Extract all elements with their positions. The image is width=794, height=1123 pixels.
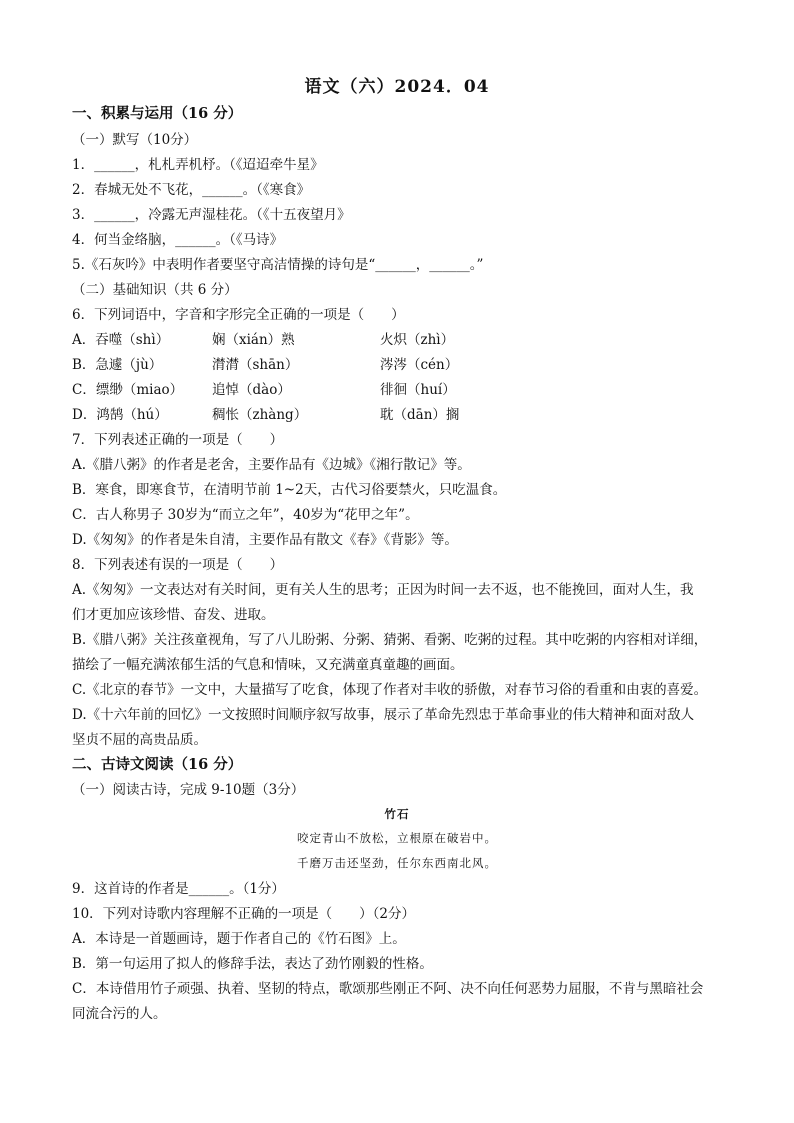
page-title: 语文（六）2024．04 <box>304 77 490 97</box>
section2-part1-heading: （一）阅读古诗，完成 9-10题（3分） <box>72 782 305 798</box>
question-3: 3．______，冷露无声湿桂花。（《十五夜望月》 <box>72 207 351 223</box>
q8-option-d-line1: D.《十六年前的回忆》一文按照时间顺序叙写故事，展示了革命先烈忠于革命事业的伟大精神和面对敌人 <box>72 707 695 723</box>
q10-option-c-line2: 同流合污的人。 <box>72 1006 167 1022</box>
q6-option-d-word2: 稠怅（zhàng） <box>212 407 308 423</box>
poem-line-2: 千磨万击还坚劲，任尔东西南北风。 <box>297 856 497 870</box>
q6-option-a-word1: A．吞噬（shì） <box>72 332 170 348</box>
q7-option-a: A.《腊八粥》的作者是老舍，主要作品有《边城》《湘行散记》等。 <box>72 457 471 473</box>
q7-option-d: D.《匆匆》的作者是朱自清，主要作品有散文《春》《背影》等。 <box>72 532 458 548</box>
question-5: 5.《石灰吟》中表明作者要坚守高洁情操的诗句是“______，______。” <box>72 257 484 273</box>
question-1: 1．______，札札弄机杼。（《迢迢牵牛星》 <box>72 157 324 173</box>
q6-option-b-word2: 潸潸（shān） <box>212 357 299 373</box>
q8-option-b-line2: 描绘了一幅充满浓郁生活的气息和情味，又充满童真童趣的画面。 <box>72 657 464 673</box>
question-9: 9．这首诗的作者是______。（1分） <box>72 881 285 897</box>
section1-heading: 一、积累与运用（16 分） <box>72 105 243 122</box>
q6-option-b-word3: 涔涔（cén） <box>380 357 459 373</box>
part2-heading: （二）基础知识（共 6 分） <box>72 282 238 298</box>
question-8: 8．下列表述有误的一项是（ ） <box>72 557 284 573</box>
section2-heading: 二、古诗文阅读（16 分） <box>72 756 243 773</box>
q6-option-b-word1: B．急遽（jù） <box>72 357 163 373</box>
q8-option-a-line1: A.《匆匆》一文表达对有关时间，更有关人生的思考；正因为时间一去不返，也不能挽回，面对人生，我 <box>72 582 694 598</box>
q6-option-c-word2: 追悼（dào） <box>212 382 291 398</box>
q8-option-d-line2: 坚贞不屈的高贵品质。 <box>72 732 207 748</box>
q6-option-a-word3: 火炽（zhì） <box>380 332 455 348</box>
q10-option-c-line1: C．本诗借用竹子顽强、执着、坚韧的特点，歌颂那些刚正不阿、决不向任何恶势力屈服，不肯与黑暗社会 <box>72 981 704 997</box>
question-4: 4．何当金络脑，______。（《马诗》 <box>72 232 284 248</box>
q7-option-c: C．古人称男子 30岁为“而立之年”，40岁为“花甲之年”。 <box>72 507 419 523</box>
q10-option-a: A．本诗是一首题画诗，题于作者自己的《竹石图》上。 <box>72 931 406 947</box>
question-10: 10．下列对诗歌内容理解不正确的一项是（ ）（2分） <box>72 906 416 922</box>
q8-option-c: C.《北京的春节》一文中，大量描写了吃食，体现了作者对丰收的骄傲，对春节习俗的看重和由衷的喜爱。 <box>72 682 708 698</box>
q10-option-b: B．第一句运用了拟人的修辞手法，表达了劲竹刚毅的性格。 <box>72 956 433 972</box>
question-6: 6．下列词语中，字音和字形完全正确的一项是（ ） <box>72 307 405 323</box>
q7-option-b: B．寒食，即寒食节，在清明节前 1~2天，古代习俗要禁火，只吃温食。 <box>72 482 507 498</box>
q8-option-b-line1: B.《腊八粥》关注孩童视角，写了八儿盼粥、分粥、猜粥、看粥、吃粥的过程。其中吃粥的内容相对详细， <box>72 632 708 648</box>
question-2: 2．春城无处不飞花，______。（《寒食》 <box>72 182 311 198</box>
q6-option-d-word3: 耽（dān）搁 <box>380 407 460 423</box>
q6-option-c-word3: 徘徊（huí） <box>380 382 456 398</box>
poem-title: 竹石 <box>384 807 410 821</box>
question-7: 7．下列表述正确的一项是（ ） <box>72 432 284 448</box>
q6-option-a-word2: 娴（xián）熟 <box>212 332 295 348</box>
q6-option-c-word1: C．缥缈（miao） <box>72 382 184 398</box>
q6-option-d-word1: D．鸿鹄（hú） <box>72 407 168 423</box>
part1-heading: （一）默写（10分） <box>72 132 198 148</box>
poem-line-1: 咬定青山不放松，立根原在破岩中。 <box>297 831 497 845</box>
q8-option-a-line2: 们才更加应该珍惜、奋发、进取。 <box>72 607 275 623</box>
